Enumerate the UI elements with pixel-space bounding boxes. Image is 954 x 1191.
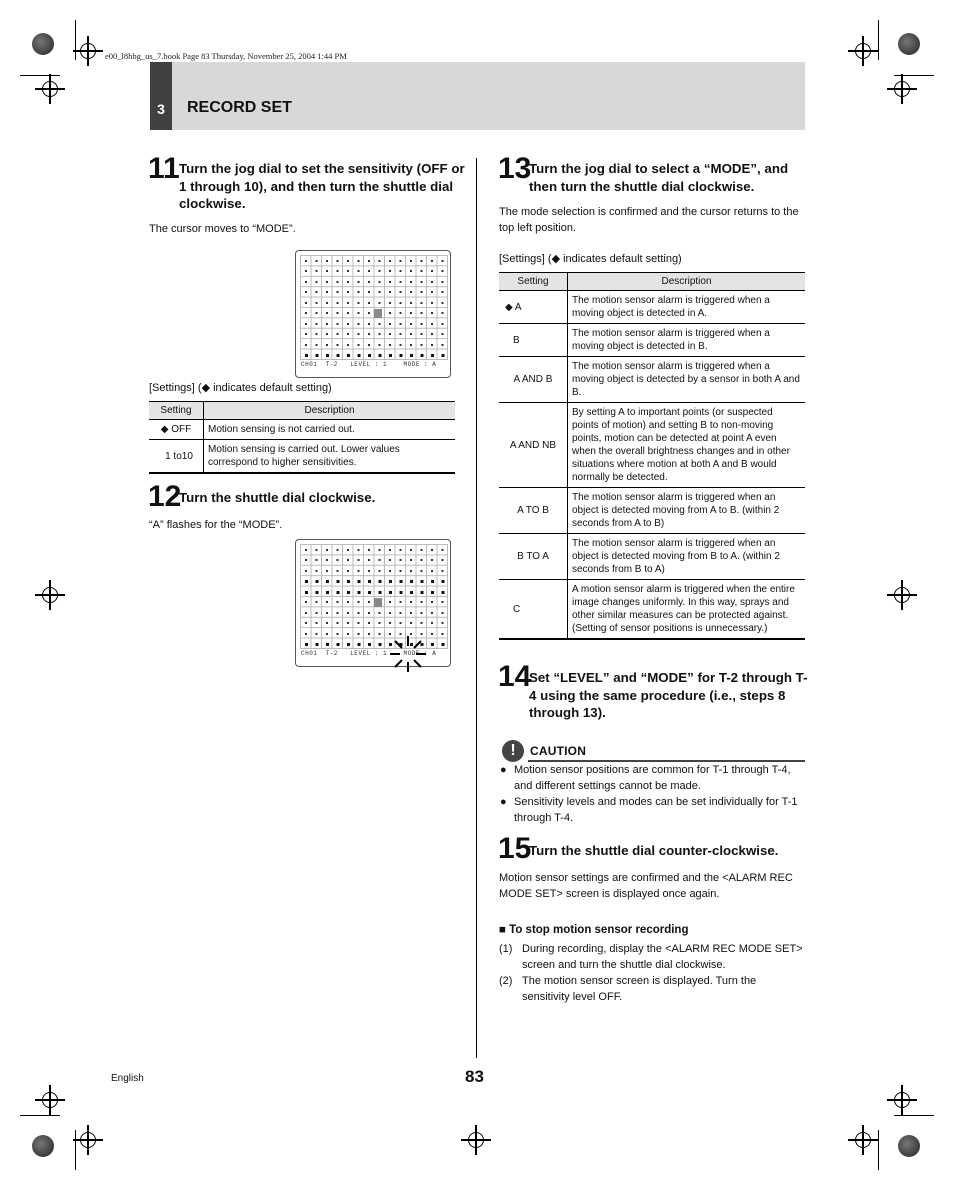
osd-screen-mode-cursor (295, 250, 451, 378)
list-item (499, 974, 805, 1005)
registration-ball-top-left (32, 33, 54, 55)
list-number: (2) (499, 975, 513, 987)
setting-cell: ◆ A (499, 291, 568, 324)
file-info: e00_l8hbg_us_7.book Page 83 Thursday, November 25, 2004 1:44 PM (105, 51, 347, 61)
chapter-title: RECORD SET (187, 99, 292, 116)
table-header-setting: Setting (149, 402, 204, 420)
step-number: 13 (498, 152, 532, 185)
bullet-icon: ● (500, 796, 507, 808)
step-body: “A” flashes for the “MODE”. (149, 519, 283, 531)
table-row (149, 420, 455, 440)
step-title: Turn the jog dial to select a “MODE”, and then turn the shuttle dial clockwise. (529, 161, 789, 194)
list-number: (1) (499, 943, 513, 955)
stop-steps-list (499, 942, 805, 1005)
table-row (499, 403, 805, 488)
section-title-text: To stop motion sensor recording (509, 924, 689, 936)
footer-language: English (111, 1073, 144, 1084)
table-row (499, 324, 805, 357)
caution-text: Sensitivity levels and modes can be set individually for T-1 through T-4. (514, 796, 798, 824)
sensor-cell-a (374, 598, 382, 607)
list-item (499, 942, 805, 973)
setting-cell: A AND NB (499, 403, 568, 488)
description-cell: The motion sensor alarm is triggered when an object is detected moving from A to B. (within 2 seconds from A to B) (568, 488, 806, 534)
settings-caption: [Settings] (◆ indicates default setting) (149, 382, 332, 394)
description-cell: Motion sensing is carried out. Lower values correspond to higher sensitivities. (204, 440, 456, 474)
step-body: Motion sensor settings are confirmed and the <ALARM REC MODE SET> screen is displayed once again. (499, 872, 793, 900)
list-item (499, 795, 805, 826)
registration-mark (42, 81, 58, 97)
table-header-description: Description (568, 273, 806, 291)
registration-mark (468, 1132, 484, 1148)
square-bullet-icon: ■ (499, 924, 506, 936)
step-title: Turn the shuttle dial clockwise. (179, 490, 376, 505)
registration-mark (80, 43, 96, 59)
table-row (499, 534, 805, 580)
registration-mark (80, 1132, 96, 1148)
sensor-cell-a (374, 309, 382, 318)
table-row (499, 488, 805, 534)
registration-mark (855, 1132, 871, 1148)
description-cell: By setting A to important points (or suspected points of motion) and setting B to non-moving points, motion can be detected at point A even when the overall brightness changes and in other situations where motion at both A and B would normally be detected. (568, 403, 806, 488)
registration-ball-top-right (898, 33, 920, 55)
registration-mark (894, 587, 910, 603)
bullet-icon: ● (500, 764, 507, 776)
step-title: Turn the shuttle dial counter-clockwise. (529, 843, 779, 858)
caution-label: CAUTION (530, 744, 587, 758)
registration-mark (42, 1092, 58, 1108)
step-title: Turn the jog dial to set the sensitivity (OFF or 1 through 10), and then turn the shuttle dial clockwise. (179, 161, 465, 211)
stop-section-title (499, 924, 688, 936)
header-bar (150, 62, 805, 130)
column-divider (476, 158, 477, 1058)
step-title: Set “LEVEL” and “MODE” for T-2 through T-4 using the same procedure (i.e., steps 8 through 13). (529, 670, 808, 720)
osd-status-line: CH01 T-2 LEVEL : 1 MODE : A (301, 650, 437, 657)
table-header-setting: Setting (499, 273, 568, 291)
setting-cell: B (499, 324, 568, 357)
table-row (499, 357, 805, 403)
caution-text: Motion sensor positions are common for T-1 through T-4, and different settings cannot be made. (514, 764, 791, 792)
table-row (499, 291, 805, 324)
flashing-burst-icon (388, 634, 428, 674)
registration-mark (894, 81, 910, 97)
description-cell: The motion sensor alarm is triggered when a moving object is detected by a sensor in both A and B. (568, 357, 806, 403)
setting-cell: B TO A (499, 534, 568, 580)
step-body: The cursor moves to “MODE”. (149, 223, 296, 235)
description-cell: The motion sensor alarm is triggered when an object is detected moving from B to A. (within 2 seconds from B to A) (568, 534, 806, 580)
setting-cell: 1 to10 (149, 440, 204, 474)
chapter-box (150, 62, 172, 130)
mode-settings-table (499, 272, 805, 640)
step-number: 12 (148, 480, 182, 513)
list-text: The motion sensor screen is displayed. Turn the sensitivity level OFF. (522, 975, 757, 1003)
caution-list (499, 763, 805, 826)
registration-mark (42, 587, 58, 603)
description-cell: Motion sensing is not carried out. (204, 420, 456, 440)
settings-caption: [Settings] (◆ indicates default setting) (499, 253, 682, 265)
chapter-number: 3 (157, 101, 165, 117)
step-number: 15 (498, 832, 532, 865)
osd-status-line: CH01 T-2 LEVEL : 1 MODE : A (301, 361, 437, 368)
sensitivity-settings-table (149, 401, 455, 474)
setting-cell: ◆ OFF (149, 420, 204, 440)
registration-mark (894, 1092, 910, 1108)
osd-screen-mode-flashing (295, 539, 451, 667)
registration-mark (855, 43, 871, 59)
caution-rule (528, 760, 805, 762)
step-number: 11 (148, 152, 180, 185)
table-row (149, 440, 455, 474)
description-cell: The motion sensor alarm is triggered when a moving object is detected in A. (568, 291, 806, 324)
table-header-description: Description (204, 402, 456, 420)
setting-cell: A TO B (499, 488, 568, 534)
registration-ball-bottom-left (32, 1135, 54, 1157)
description-cell: A motion sensor alarm is triggered when the entire image changes uniformly. In this way, sprays and other similar measures can be protected against. (Setting of sensor positions is unnecessary.) (568, 580, 806, 640)
setting-cell: C (499, 580, 568, 640)
list-text: During recording, display the <ALARM REC MODE SET> screen and turn the shuttle dial clockwise. (522, 943, 803, 971)
registration-ball-bottom-right (898, 1135, 920, 1157)
page-number: 83 (465, 1067, 484, 1086)
list-item (499, 763, 805, 794)
step-number: 14 (498, 660, 532, 693)
caution-icon: ! (502, 740, 524, 762)
step-body: The mode selection is confirmed and the cursor returns to the top left position. (499, 206, 799, 234)
table-row (499, 580, 805, 640)
setting-cell: A AND B (499, 357, 568, 403)
description-cell: The motion sensor alarm is triggered when a moving object is detected in B. (568, 324, 806, 357)
